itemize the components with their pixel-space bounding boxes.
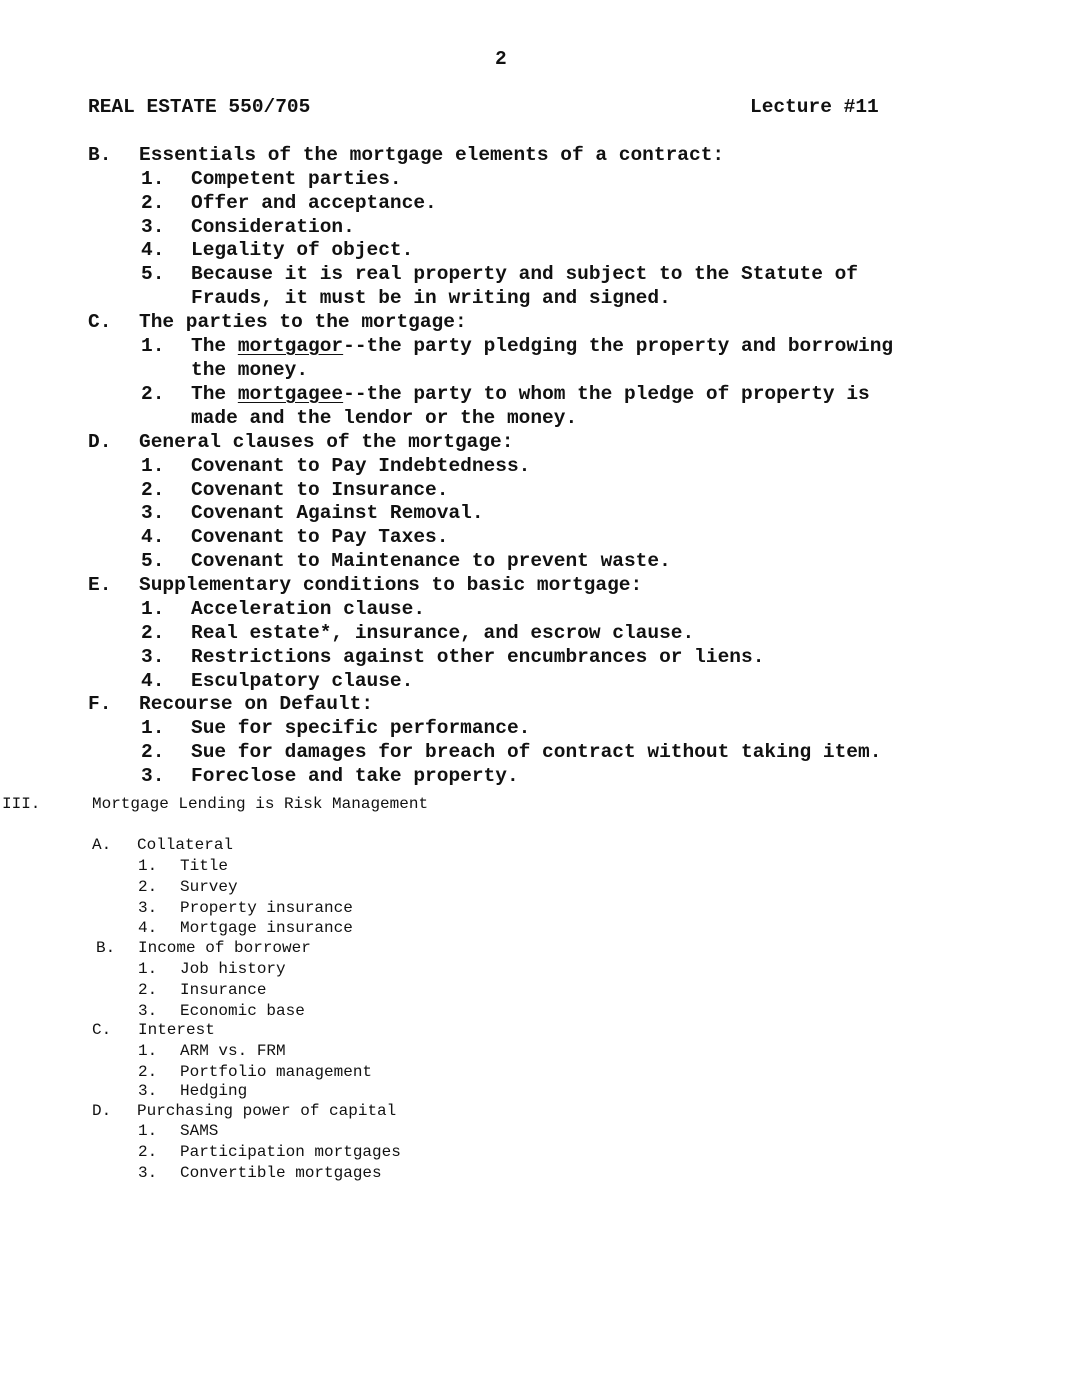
item-number: 4. [138,919,158,937]
list-item: ARM vs. FRM [180,1042,286,1060]
section-title: Essentials of the mortgage elements of a contract: [139,144,725,166]
item-number: 1. [138,857,158,875]
list-item: Restrictions against other encumbrances or liens. [191,646,765,668]
item-number: 1. [138,1042,158,1060]
list-item-prefix: The [191,383,238,405]
item-number: 3. [138,1164,158,1182]
list-item: Covenant to Pay Indebtedness. [191,455,531,477]
list-item: Because it is real property and subject to the Statute of [191,263,859,285]
item-number: 3. [141,646,165,668]
section-label: C. [88,311,112,333]
list-item: Legality of object. [191,239,414,261]
item-number: 1. [141,598,165,620]
list-item-continuation: Frauds, it must be in writing and signed. [191,287,671,309]
item-number: 3. [138,1082,158,1100]
item-number: 2. [138,981,158,999]
section-label: D. [88,431,112,453]
section-title: Supplementary conditions to basic mortgage: [139,574,643,596]
item-number: 4. [141,670,165,692]
item-number: 1. [138,1122,158,1140]
list-item: Economic base [180,1002,305,1020]
subsection-label: D. [92,1102,112,1120]
section-label: E. [88,574,112,596]
subsection-label: A. [92,836,112,854]
item-number: 2. [141,741,165,763]
list-item: Property insurance [180,899,353,917]
item-number: 2. [138,1063,158,1081]
item-number: 2. [138,1143,158,1161]
subsection-label: C. [92,1021,112,1039]
lecture-number: Lecture #11 [750,96,879,118]
term-mortgagor: mortgagor [237,335,344,357]
list-item-definition: --the party pledging the property and borrowing [343,335,894,357]
item-number: 1. [141,717,165,739]
term-mortgagee: mortgagee [237,383,344,405]
list-item: Survey [180,878,238,896]
item-number: 2. [141,192,165,214]
item-number: 3. [138,1002,158,1020]
list-item: Insurance [180,981,267,999]
list-item: Competent parties. [191,168,402,190]
list-item [191,337,893,357]
list-item: Mortgage insurance [180,919,353,937]
list-item: Job history [180,960,286,978]
list-item: Title [180,857,229,875]
page-number: 2 [495,48,507,70]
list-item: Convertible mortgages [180,1164,382,1182]
list-item: Acceleration clause. [191,598,426,620]
list-item: Real estate*, insurance, and escrow clause. [191,622,695,644]
list-item: Covenant to Pay Taxes. [191,526,449,548]
item-number: 3. [141,765,165,787]
list-item-prefix: The [191,335,238,357]
list-item-continuation: the money. [191,359,309,381]
item-number: 3. [141,216,165,238]
list-item: Covenant to Maintenance to prevent waste. [191,550,671,572]
item-number: 4. [141,526,165,548]
subsection-label: B. [96,939,116,957]
section-title: Recourse on Default: [139,693,374,715]
item-number: 5. [141,550,165,572]
item-number: 5. [141,263,165,285]
subsection-title: Income of borrower [138,939,311,957]
item-number: 1. [141,455,165,477]
list-item [191,385,870,405]
course-title: REAL ESTATE 550/705 [88,96,311,118]
list-item: Foreclose and take property. [191,765,519,787]
item-number: 2. [141,479,165,501]
section-label: III. [2,795,41,813]
item-number: 2. [141,383,165,405]
list-item: Portfolio management [180,1063,373,1081]
item-number: 3. [138,899,158,917]
list-item: Consideration. [191,216,355,238]
list-item: Sue for damages for breach of contract without taking item. [191,741,882,763]
list-item: Hedging [180,1082,248,1100]
list-item-continuation: made and the lendor or the money. [191,407,578,429]
list-item-definition: --the party to whom the pledge of property is [343,383,870,405]
subsection-title: Collateral [137,836,234,854]
item-number: 1. [141,335,165,357]
list-item: Offer and acceptance. [191,192,437,214]
subsection-title: Purchasing power of capital [137,1102,397,1120]
section-title: Mortgage Lending is Risk Management [92,795,429,813]
item-number: 4. [141,239,165,261]
section-label: B. [88,144,112,166]
list-item: Covenant Against Removal. [191,502,484,524]
item-number: 1. [141,168,165,190]
list-item: Covenant to Insurance. [191,479,449,501]
item-number: 1. [138,960,158,978]
list-item: Sue for specific performance. [191,717,531,739]
section-title: The parties to the mortgage: [139,311,467,333]
section-title: General clauses of the mortgage: [139,431,514,453]
item-number: 2. [141,622,165,644]
subsection-title: Interest [138,1021,215,1039]
list-item: SAMS [180,1122,219,1140]
item-number: 2. [138,878,158,896]
list-item: Participation mortgages [180,1143,401,1161]
item-number: 3. [141,502,165,524]
list-item: Esculpatory clause. [191,670,414,692]
section-label: F. [88,693,112,715]
